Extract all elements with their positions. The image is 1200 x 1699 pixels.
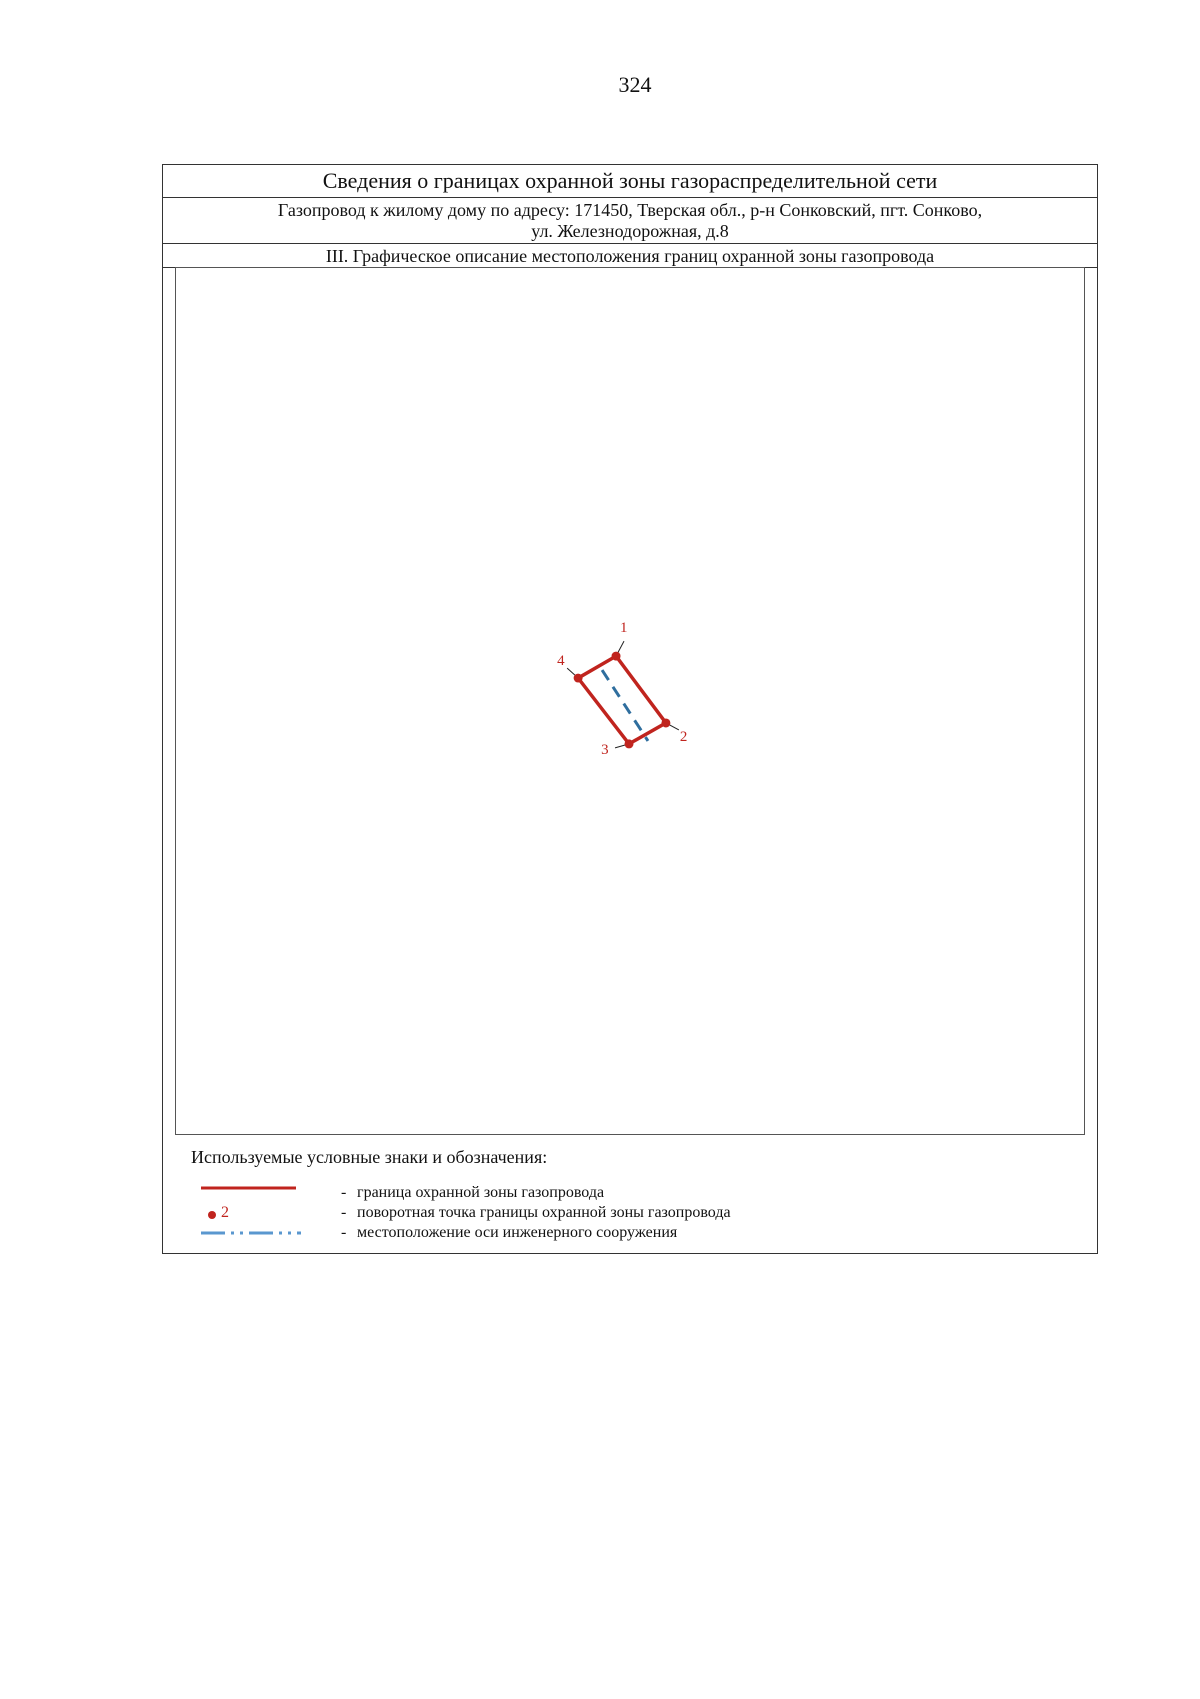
turning-point-4 bbox=[574, 674, 583, 683]
section-heading: III. Графическое описание местоположения границ охранной зоны газопровода bbox=[163, 244, 1097, 268]
legend-text-turning-point: поворотная точка границы охранной зоны газопровода bbox=[357, 1204, 731, 1221]
legend-dash: - bbox=[341, 1224, 347, 1241]
boundary-map bbox=[175, 267, 1085, 1135]
gas-pipeline-axis bbox=[602, 670, 648, 741]
legend-dash: - bbox=[341, 1204, 347, 1221]
legend-item-boundary bbox=[201, 1184, 1081, 1204]
legend-dash: - bbox=[341, 1184, 347, 1201]
red-point-symbol bbox=[201, 1204, 311, 1224]
legend-point-label: 2 bbox=[221, 1204, 229, 1221]
legend-text-boundary: граница охранной зоны газопровода bbox=[357, 1184, 605, 1201]
protection-zone-boundary bbox=[578, 656, 666, 744]
page-number: 324 bbox=[618, 72, 652, 97]
blue-dash-dot-symbol bbox=[201, 1224, 311, 1244]
object-address bbox=[163, 197, 1097, 244]
address-line-1: Газопровод к жилому дому по адресу: 171450, Тверская обл., р-н Сонковский, пгт. Сонково, bbox=[277, 200, 983, 220]
point-label-4: 4 bbox=[557, 653, 565, 670]
turning-point-3 bbox=[625, 739, 634, 748]
legend-title: Используемые условные знаки и обозначения: bbox=[191, 1147, 548, 1167]
legend-item-turning-point bbox=[201, 1204, 1081, 1224]
address-line-2: ул. Железнодорожная, д.8 bbox=[531, 221, 729, 241]
point-label-1: 1 bbox=[620, 620, 628, 637]
sheet-title: Сведения о границах охранной зоны газораспределительной сети bbox=[163, 165, 1097, 198]
boundary-map-drawing bbox=[176, 268, 1084, 1134]
point-label-2: 2 bbox=[679, 728, 688, 745]
legend-item-axis bbox=[201, 1224, 1081, 1244]
turning-point-1 bbox=[612, 652, 621, 661]
protection-zone-sheet bbox=[162, 164, 1098, 1254]
turning-point-2 bbox=[661, 718, 670, 727]
point-label-3: 3 bbox=[601, 741, 609, 758]
legend-text-axis: местоположение оси инженерного сооружения bbox=[357, 1224, 678, 1241]
red-line-symbol bbox=[201, 1184, 311, 1204]
